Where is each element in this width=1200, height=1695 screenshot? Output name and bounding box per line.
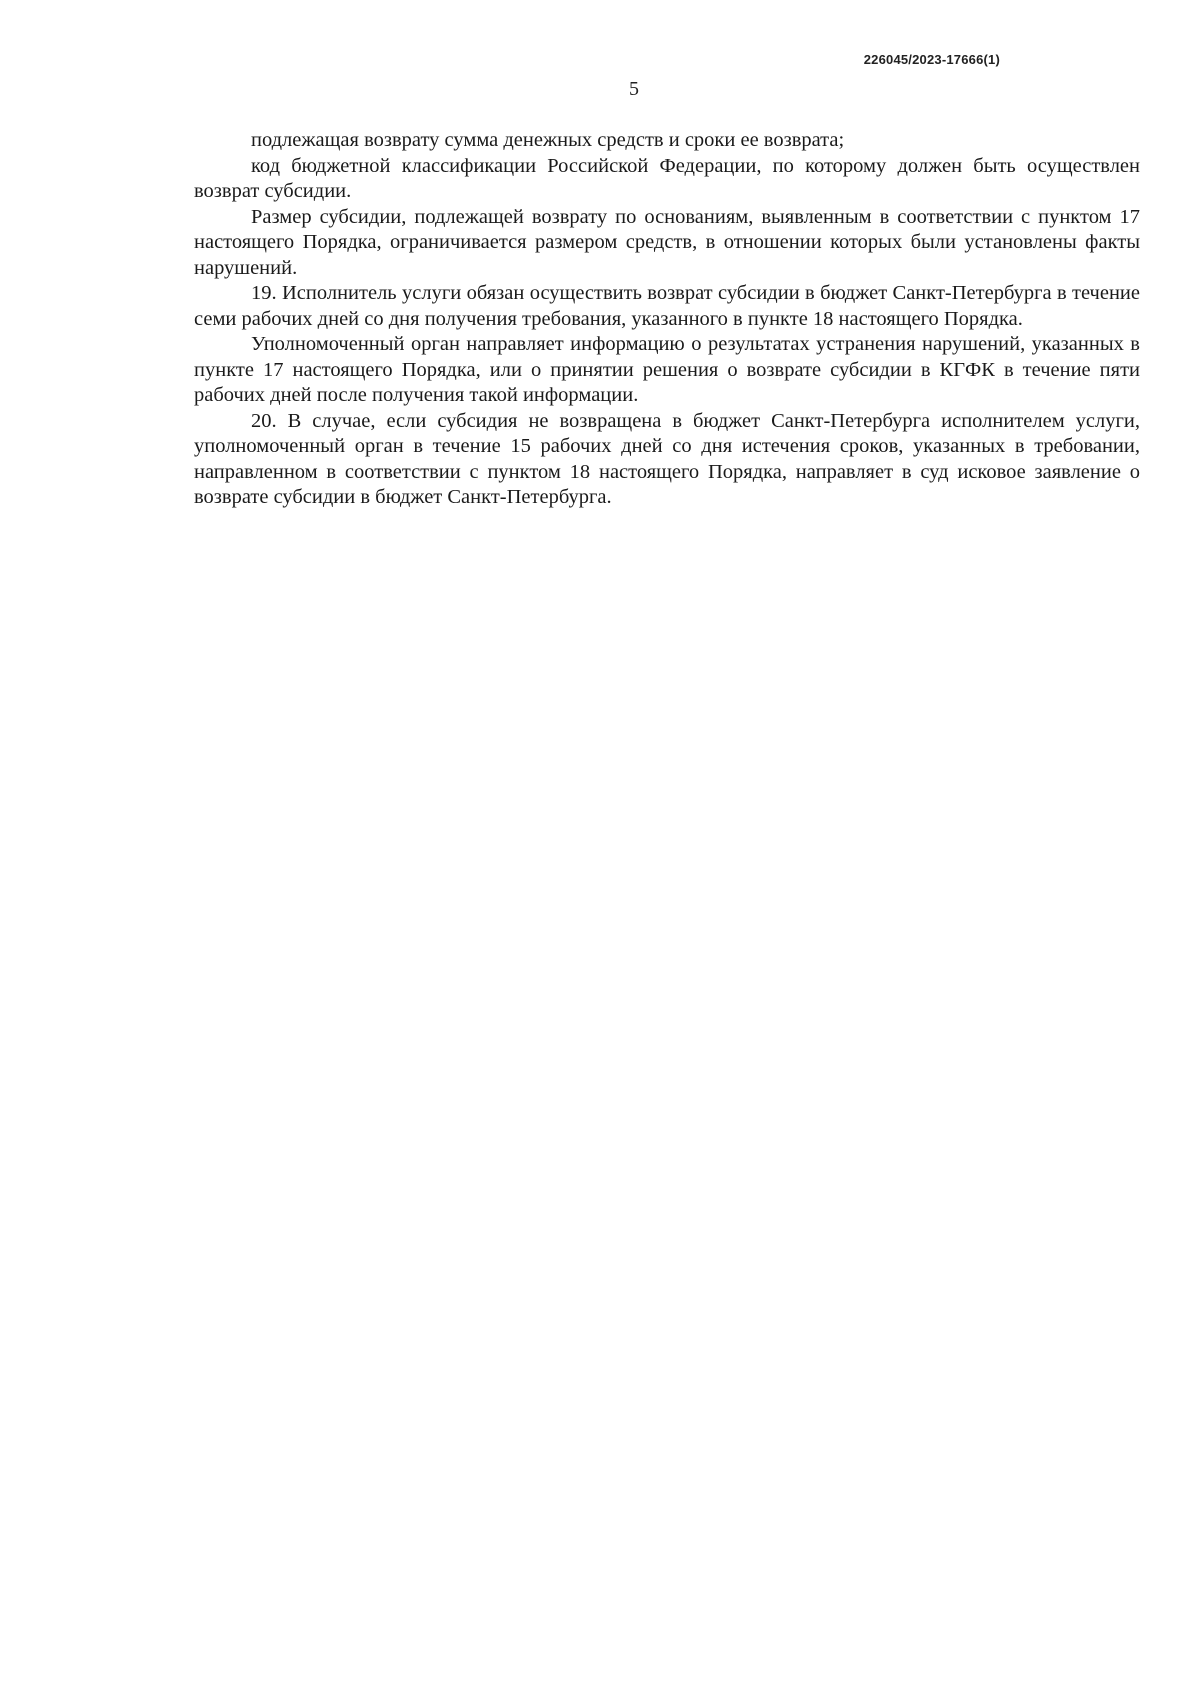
paragraph: код бюджетной классификации Российской Федерации, по которому должен быть осуществлен возврат субсидии. [194,154,1140,202]
paragraph: Уполномоченный орган направляет информацию о результатах устранения нарушений, указанных в пункте 17 настоящего Порядка, или о принятии решения о возврате субсидии в КГФК в течение пяти рабочих дней после получения такой информации. [194,333,1140,406]
paragraph: подлежащая возврату сумма денежных средств и сроки ее возврата; [251,129,845,151]
paragraph: Размер субсидии, подлежащей возврату по основаниям, выявленным в соответствии с пунктом 17 настоящего Порядка, ограничивается размером средств, в отношении которых были установлены факты нарушений. [194,205,1140,279]
paragraph: 20. В случае, если субсидия не возвращена в бюджет Санкт-Петербурга исполнителем услуги, уполномоченный орган в течение 15 рабочих дней со дня истечения сроков, указанных в требовании, направленном в соответствии с пунктом 18 настоящего Порядка, направляет в суд исковое заявление о возврате субсидии в бюджет Санкт-Петербурга. [194,409,1140,508]
document-body [194,128,1140,511]
page-number: 5 [629,78,639,100]
paragraph: 19. Исполнитель услуги обязан осуществить возврат субсидии в бюджет Санкт-Петербурга в течение семи рабочих дней со дня получения требования, указанного в пункте 18 настоящего Порядка. [194,282,1140,330]
document-id: 226045/2023-17666(1) [863,52,1000,67]
